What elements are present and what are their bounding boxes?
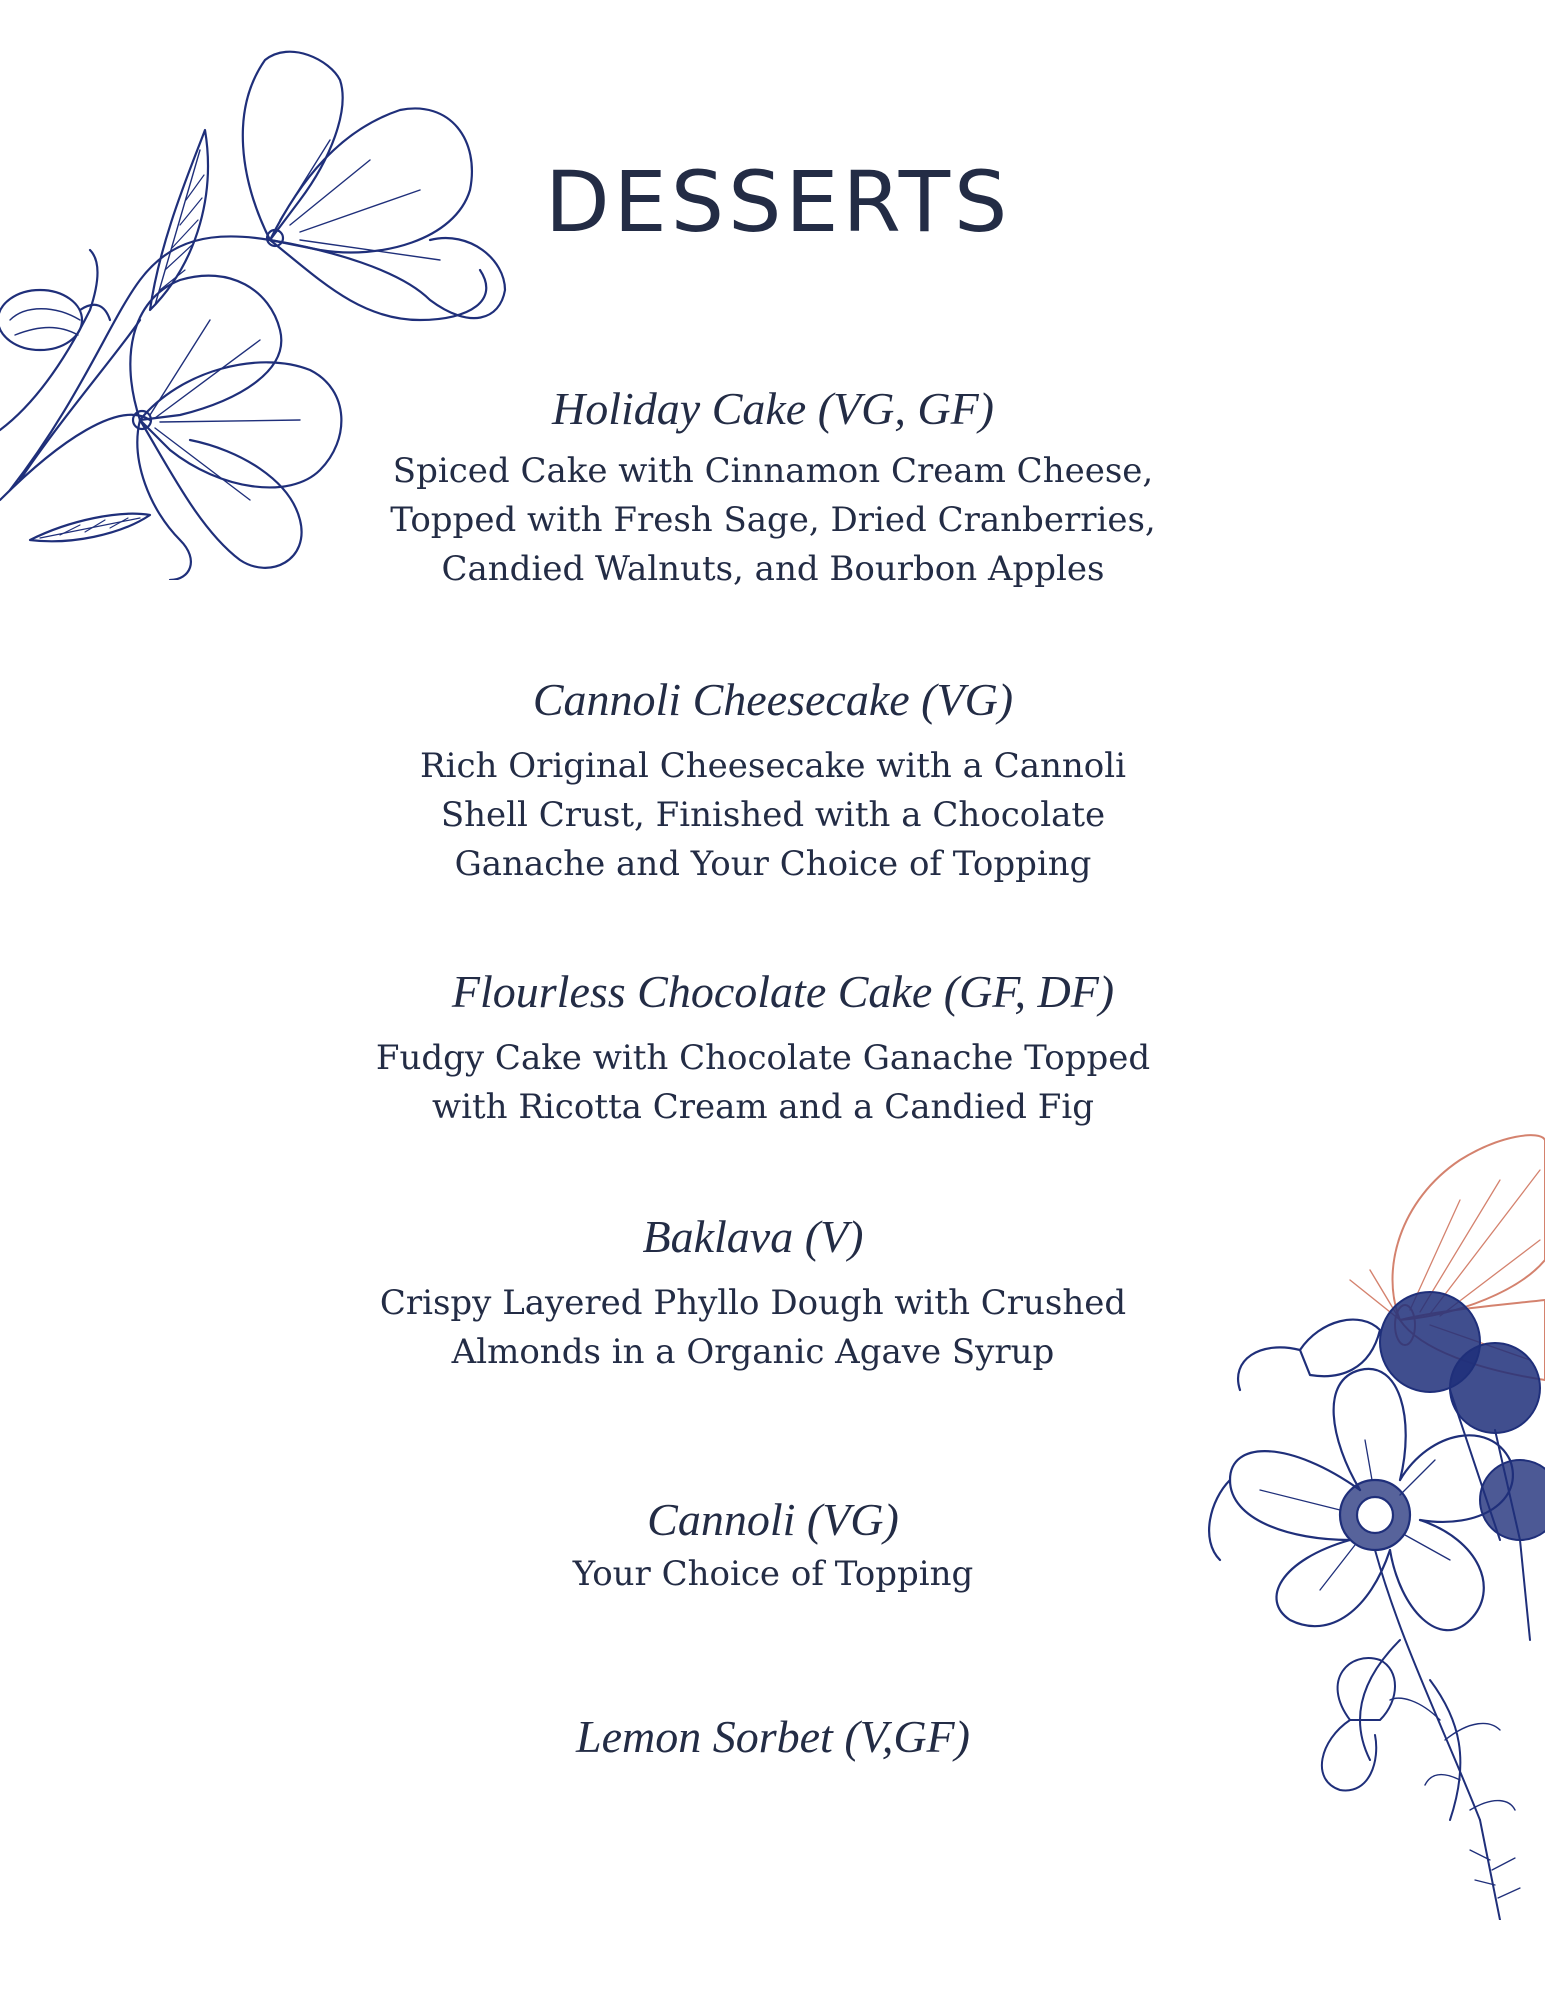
item-name: Cannoli (VG) xyxy=(647,1494,899,1545)
description-line: with Ricotta Cream and a Candied Fig xyxy=(431,1086,1094,1127)
description-line: Ganache and Your Choice of Topping xyxy=(454,844,1092,885)
item-description xyxy=(363,1550,1183,1599)
item-description xyxy=(363,447,1183,595)
description-line: Fudgy Cake with Chocolate Ganache Topped xyxy=(375,1037,1151,1078)
description-line: Crispy Layered Phyllo Dough with Crushed xyxy=(379,1282,1127,1323)
description-line: Spiced Cake with Cinnamon Cream Cheese, xyxy=(392,450,1154,491)
menu-item-cannoli-cheesecake xyxy=(363,675,1183,889)
menu-item-flourless-chocolate-cake xyxy=(363,967,1203,1132)
menu-item-baklava xyxy=(343,1212,1163,1377)
item-name: Flourless Chocolate Cake (GF, DF) xyxy=(451,966,1115,1017)
menu-item-cannoli xyxy=(363,1495,1183,1599)
description-line: Shell Crust, Finished with a Chocolate xyxy=(440,794,1106,835)
menu-item-holiday-cake xyxy=(363,384,1183,594)
description-line: Your Choice of Topping xyxy=(572,1553,974,1594)
item-name: Baklava (V) xyxy=(642,1211,864,1262)
item-name: Lemon Sorbet (V,GF) xyxy=(576,1711,970,1762)
anemone-flowers-butterfly-illustration xyxy=(1200,1120,1545,1920)
menu-title: DESSERTS xyxy=(545,153,1012,251)
item-description xyxy=(343,1279,1163,1378)
item-name: Cannoli Cheesecake (VG) xyxy=(532,674,1014,725)
item-name: Holiday Cake (VG, GF) xyxy=(552,383,994,434)
description-line: Topped with Fresh Sage, Dried Cranberries, xyxy=(390,499,1156,540)
description-line: Candied Walnuts, and Bourbon Apples xyxy=(441,549,1105,590)
menu-item-lemon-sorbet xyxy=(363,1712,1183,1763)
description-line: Almonds in a Organic Agave Syrup xyxy=(451,1331,1055,1372)
item-description xyxy=(363,742,1183,890)
item-description xyxy=(323,1034,1203,1133)
description-line: Rich Original Cheesecake with a Cannoli xyxy=(420,745,1126,786)
